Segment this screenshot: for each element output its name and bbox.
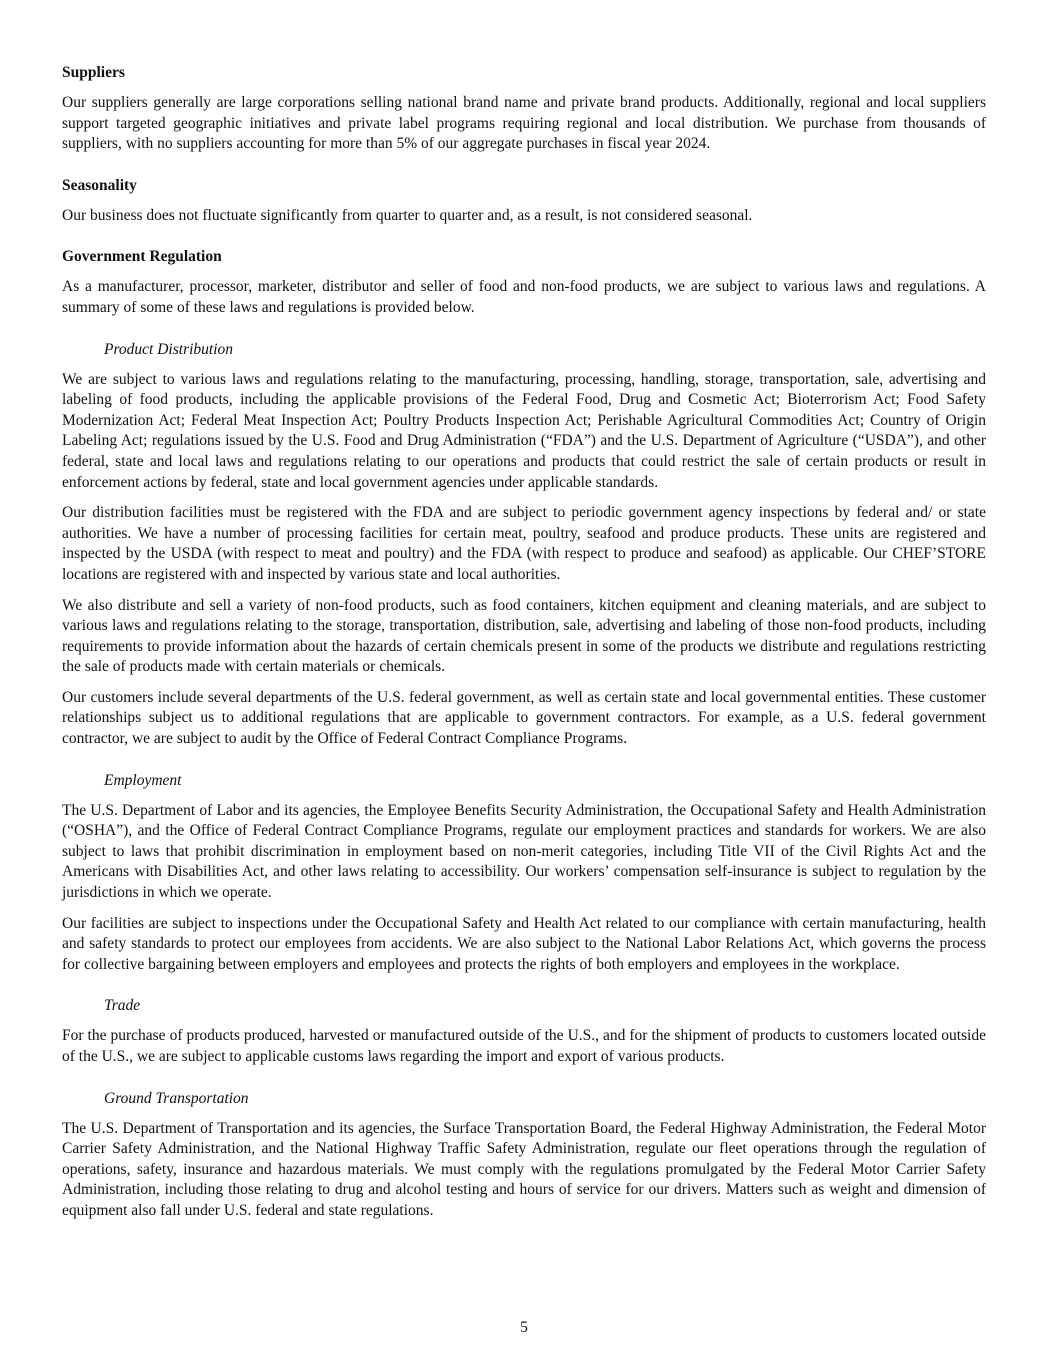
paragraph-employment-1: The U.S. Department of Labor and its agencies, the Employee Benefits Security Administration, the Occupational Safety and Health Administration (“OSHA”), and the Office of Federal Contract Compliance Programs, regulate our employment practices and standards for workers. We are also subject to laws that prohibit discrimination in employment based on non-merit categories, including Title VII of the Civil Rights Act and the Americans with Disabilities Act, and other laws relating to accessibility. Our workers’ compensation self-insurance is subject to regulation by the jurisdictions in which we operate. <box>62 801 986 902</box>
paragraph-product-distribution-3: We also distribute and sell a variety of non-food products, such as food containers, kitchen equipment and cleaning materials, and are subject to various laws and regulations relating to the storage, transportation, distribution, sale, advertising and labeling of those non-food products, including requirements to provide information about the hazards of certain chemicals present in some of the products we distribute and regulations restricting the sale of products made with certain materials or chemicals. <box>62 596 986 676</box>
paragraph-suppliers: Our suppliers generally are large corporations selling national brand name and private brand products. Additionally, regional and local suppliers support targeted geographic initiatives and private label programs requiring regional and local distribution. We purchase from thousands of suppliers, with no suppliers accounting for more than 5% of our aggregate purchases in fiscal year 2024. <box>62 94 986 153</box>
subheading-product-distribution: Product Distribution <box>104 340 234 358</box>
paragraph-product-distribution-4: Our customers include several departments of the U.S. federal government, as well as certain state and local governmental entities. These customer relationships subject us to additional regulations that are applicable to government contractors. For example, as a U.S. federal government contractor, we are subject to audit by the Office of Federal Contract Compliance Programs. <box>62 688 986 748</box>
subheading-ground-transportation: Ground Transportation <box>104 1089 249 1107</box>
subheading-trade: Trade <box>104 997 141 1015</box>
paragraph-employment-2: Our facilities are subject to inspections under the Occupational Safety and Health Act related to our compliance with certain manufacturing, health and safety standards to protect our employees from accidents. We are also subject to the National Labor Relations Act, which governs the process for collective bargaining between employers and employees and protects the rights of both employers and employees in the workplace. <box>62 914 986 973</box>
document-page <box>62 62 986 1232</box>
paragraph-government-regulation: As a manufacturer, processor, marketer, distributor and seller of food and non-food products, we are subject to various laws and regulations. A summary of some of these laws and regulations is provided below. <box>62 278 986 316</box>
page-number: 5 <box>520 1319 528 1336</box>
heading-suppliers: Suppliers <box>62 64 125 81</box>
paragraph-product-distribution-1: We are subject to various laws and regulations relating to the manufacturing, processing, handling, storage, transportation, sale, advertising and labeling of food products, including the applicable provisions of the Federal Food, Drug and Cosmetic Act; Bioterrorism Act; Food Safety Modernization Act; Federal Meat Inspection Act; Poultry Products Inspection Act; Perishable Agricultural Commodities Act; Country of Origin Labeling Act; regulations issued by the U.S. Food and Drug Administration (“FDA”) and the U.S. Department of Agriculture (“USDA”), and other federal, state and local laws and regulations relating to our operations and products that could restrict the sale of certain products or result in enforcement actions by federal, state and local government agencies under applicable standards. <box>62 370 986 491</box>
subheading-employment: Employment <box>104 771 182 789</box>
paragraph-seasonality: Our business does not fluctuate significantly from quarter to quarter and, as a result, is not considered seasonal. <box>62 206 753 224</box>
paragraph-ground-transportation: The U.S. Department of Transportation and its agencies, the Surface Transportation Board, the Federal Highway Administration, the Federal Motor Carrier Safety Administration, and the National Highway Traffic Safety Administration, regulate our fleet operations through the regulation of operations, safety, insurance and hazardous materials. We must comply with the regulations promulgated by the Federal Motor Carrier Safety Administration, including those relating to drug and alcohol testing and hours of service for our drivers. Matters such as weight and dimension of equipment also fall under U.S. federal and state regulations. <box>62 1119 986 1219</box>
paragraph-product-distribution-2: Our distribution facilities must be registered with the FDA and are subject to periodic government agency inspections by federal and/ or state authorities. We have a number of processing facilities for certain meat, poultry, seafood and produce products. These units are registered and inspected by the USDA (with respect to meat and poultry) and the FDA (with respect to produce and seafood) as applicable. Our CHEF’STORE locations are registered with and inspected by various state and local authorities. <box>62 504 986 583</box>
heading-government-regulation: Government Regulation <box>62 248 222 266</box>
heading-seasonality: Seasonality <box>62 176 137 194</box>
paragraph-trade: For the purchase of products produced, harvested or manufactured outside of the U.S., and for the shipment of products to customers located outside of the U.S., we are subject to applicable customs laws regarding the import and export of various products. <box>62 1027 986 1065</box>
